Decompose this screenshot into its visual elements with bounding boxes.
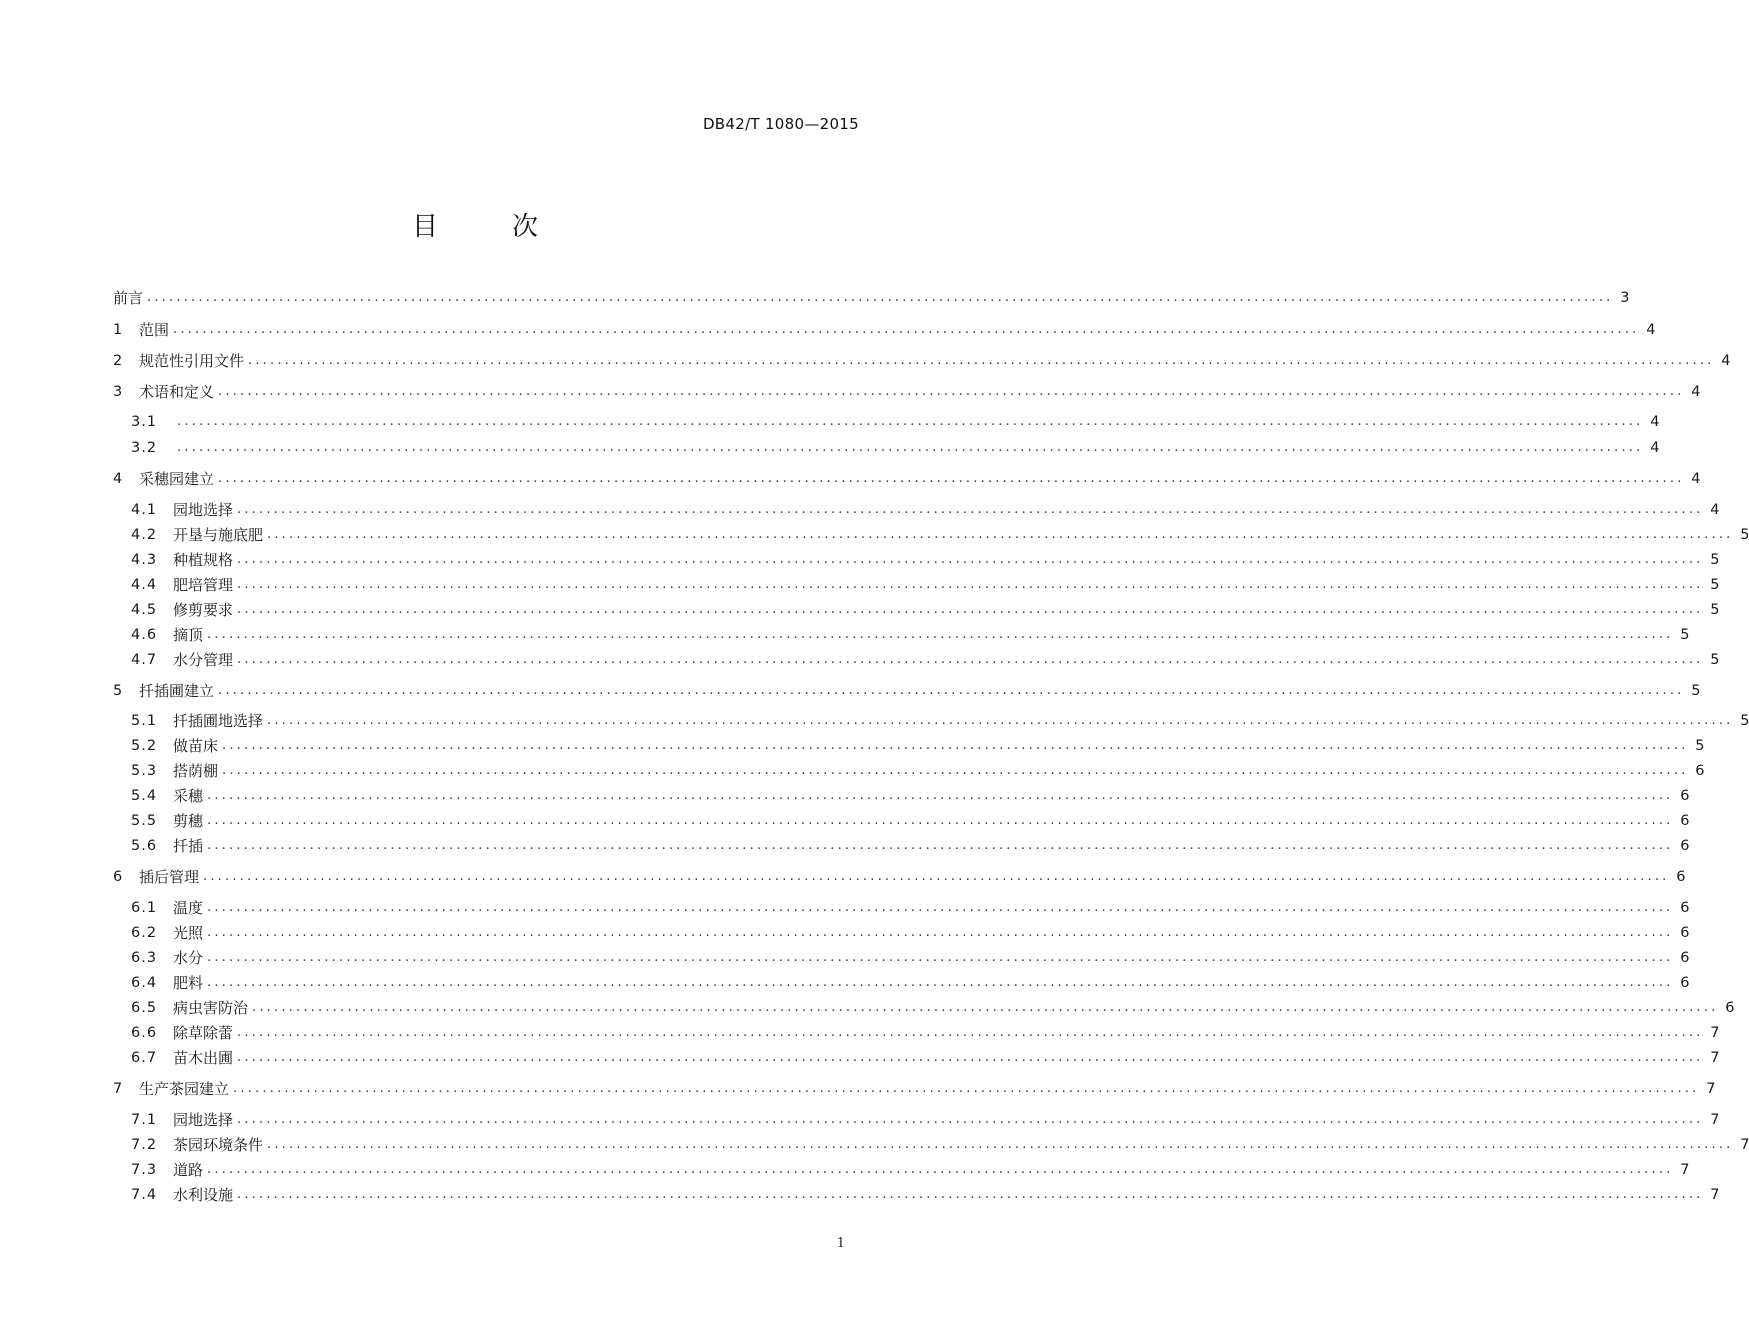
toc-entry-page: 6 xyxy=(1676,869,1686,885)
toc-entry-label: 病虫害防治 xyxy=(173,999,249,1017)
toc-entry-page: 6 xyxy=(1680,950,1690,966)
toc-leader-dots: ........................................................................................................................................................................................................ xyxy=(237,1025,1704,1040)
toc-entry-page: 4 xyxy=(1646,322,1656,338)
toc-entry[interactable] xyxy=(131,523,1749,545)
toc-leader-dots: ........................................................................................................................................................................................................ xyxy=(218,384,1685,399)
toc-entry-label: 做苗床 xyxy=(173,737,219,755)
toc-entry[interactable] xyxy=(131,759,1705,781)
toc-entry-page: 4 xyxy=(1710,502,1720,518)
toc-entry-page: 4 xyxy=(1650,440,1660,456)
toc-entry-label: 规范性引用文件 xyxy=(139,352,245,370)
toc-entry-label: 肥料 xyxy=(173,974,204,992)
toc-entry[interactable] xyxy=(131,1021,1720,1043)
toc-entry-page: 5 xyxy=(1740,527,1749,543)
toc-leader-dots: ........................................................................................................................................................................................................ xyxy=(218,683,1685,698)
toc-entry-page: 5 xyxy=(1680,627,1690,643)
toc-entry-number: 7.3 xyxy=(131,1162,158,1178)
toc-entry[interactable] xyxy=(131,548,1720,570)
toc-entry-label: 采穗园建立 xyxy=(139,470,215,488)
toc-leader-dots: ........................................................................................................................................................................................................ xyxy=(222,738,1689,753)
toc-entry-label: 开垦与施底肥 xyxy=(173,526,264,544)
toc-entry[interactable] xyxy=(131,1158,1690,1180)
toc-leader-dots: ........................................................................................................................................................................................................ xyxy=(207,813,1674,828)
toc-entry-number: 1 xyxy=(113,322,124,338)
toc-entry-number: 3.1 xyxy=(131,414,158,430)
toc-entry-number: 7.4 xyxy=(131,1187,158,1203)
toc-entry-label: 摘顶 xyxy=(173,626,204,644)
toc-entry[interactable] xyxy=(113,380,1701,402)
toc-entry[interactable] xyxy=(131,1108,1720,1130)
toc-entry[interactable] xyxy=(113,467,1701,489)
toc-entry-label: 水利设施 xyxy=(173,1186,234,1204)
toc-leader-dots: ........................................................................................................................................................................................................ xyxy=(207,950,1674,965)
toc-entry-label: 采穗 xyxy=(173,787,204,805)
toc-leader-dots: ........................................................................................................................................................................................................ xyxy=(237,602,1704,617)
toc-entry-label: 修剪要求 xyxy=(173,601,234,619)
toc-entry-page: 5 xyxy=(1710,652,1720,668)
toc-leader-dots: ........................................................................................................................................................................................................ xyxy=(237,577,1704,592)
toc-entry[interactable] xyxy=(113,318,1656,340)
toc-entry-number: 5.2 xyxy=(131,738,158,754)
toc-entry-label: 扦插圃建立 xyxy=(139,682,215,700)
toc-entry[interactable] xyxy=(131,573,1720,595)
toc-entry[interactable] xyxy=(131,623,1690,645)
toc-entry[interactable] xyxy=(131,498,1720,520)
toc-entry-number: 4.4 xyxy=(131,577,158,593)
toc-entry-label: 茶园环境条件 xyxy=(173,1136,264,1154)
toc-leader-dots: ........................................................................................................................................................................................................ xyxy=(248,353,1715,368)
toc-entry[interactable] xyxy=(131,1046,1720,1068)
toc-entry-label: 肥培管理 xyxy=(173,576,234,594)
toc-entry-number: 6.4 xyxy=(131,975,158,991)
toc-entry-number: 6.6 xyxy=(131,1025,158,1041)
toc-leader-dots: ........................................................................................................................................................................................................ xyxy=(207,1162,1674,1177)
toc-entry-label: 园地选择 xyxy=(173,1111,234,1129)
toc-entry[interactable] xyxy=(131,996,1735,1018)
toc-entry-number: 4.5 xyxy=(131,602,158,618)
toc-entry-page: 6 xyxy=(1680,838,1690,854)
toc-entry-page: 4 xyxy=(1650,414,1660,430)
toc-leader-dots: ........................................................................................................................................................................................................ xyxy=(203,869,1670,884)
toc-entry-number: 4.7 xyxy=(131,652,158,668)
toc-entry[interactable] xyxy=(131,1133,1749,1155)
toc-entry-page: 7 xyxy=(1706,1081,1716,1097)
toc-leader-dots: ........................................................................................................................................................................................................ xyxy=(252,1000,1719,1015)
page-number: 1 xyxy=(836,1236,845,1251)
toc-leader-dots: ........................................................................................................................................................................................................ xyxy=(207,838,1674,853)
toc-entry[interactable] xyxy=(131,834,1690,856)
toc-entry-label: 剪穗 xyxy=(173,812,204,830)
toc-entry-label: 扦插圃地选择 xyxy=(173,712,264,730)
toc-entry-page: 6 xyxy=(1725,1000,1735,1016)
toc-entry-number: 7.1 xyxy=(131,1112,158,1128)
toc-entry-page: 6 xyxy=(1680,813,1690,829)
toc-leader-dots: ........................................................................................................................................................................................................ xyxy=(237,552,1704,567)
toc-entry-page: 5 xyxy=(1710,552,1720,568)
page-title: 目 次 xyxy=(411,212,562,242)
toc-leader-dots: ........................................................................................................................................................................................................ xyxy=(207,788,1674,803)
toc-entry-number: 6 xyxy=(113,869,124,885)
toc-leader-dots: ........................................................................................................................................................................................................ xyxy=(237,502,1704,517)
toc-entry[interactable] xyxy=(131,410,1660,432)
toc-leader-dots: ........................................................................................................................................................................................................ xyxy=(267,713,1734,728)
toc-entry-number: 5 xyxy=(113,683,124,699)
toc-entry[interactable] xyxy=(113,865,1686,887)
toc-entry-number: 4 xyxy=(113,471,124,487)
toc-entry-page: 5 xyxy=(1710,577,1720,593)
toc-entry-page: 4 xyxy=(1721,353,1731,369)
toc-entry-number: 5.5 xyxy=(131,813,158,829)
toc-leader-dots: ........................................................................................................................................................................................................ xyxy=(207,627,1674,642)
toc-entry-page: 7 xyxy=(1710,1112,1720,1128)
toc-entry-page: 5 xyxy=(1710,602,1720,618)
toc-entry-page: 6 xyxy=(1695,763,1705,779)
toc-entry-page: 5 xyxy=(1691,683,1701,699)
toc-entry[interactable] xyxy=(131,598,1720,620)
standard-code: DB42/T 1080—2015 xyxy=(702,115,859,133)
toc-leader-dots: ........................................................................................................................................................................................................ xyxy=(207,925,1674,940)
toc-entry-label: 术语和定义 xyxy=(139,383,215,401)
toc-leader-dots: ........................................................................................................................................................................................................ xyxy=(177,440,1644,455)
toc-entry-number: 5.6 xyxy=(131,838,158,854)
toc-entry-page: 4 xyxy=(1691,384,1701,400)
toc-leader-dots: ........................................................................................................................................................................................................ xyxy=(207,975,1674,990)
toc-entry-page: 7 xyxy=(1710,1050,1720,1066)
toc-entry-label: 种植规格 xyxy=(173,551,234,569)
toc-entry-number: 3 xyxy=(113,384,124,400)
toc-leader-dots: ........................................................................................................................................................................................................ xyxy=(267,1137,1734,1152)
toc-entry[interactable] xyxy=(131,921,1690,943)
toc-entry-page: 7 xyxy=(1680,1162,1690,1178)
toc-entry[interactable] xyxy=(131,734,1705,756)
toc-leader-dots: ........................................................................................................................................................................................................ xyxy=(147,290,1614,305)
toc-entry-label: 搭荫棚 xyxy=(173,762,219,780)
toc-entry-page: 6 xyxy=(1680,975,1690,991)
toc-entry-number: 6.7 xyxy=(131,1050,158,1066)
toc-entry-label: 除草除蕾 xyxy=(173,1024,234,1042)
toc-leader-dots: ........................................................................................................................................................................................................ xyxy=(267,527,1734,542)
toc-entry-page: 6 xyxy=(1680,925,1690,941)
toc-entry-number: 2 xyxy=(113,353,124,369)
toc-entry-page: 3 xyxy=(1620,290,1630,306)
toc-leader-dots: ........................................................................................................................................................................................................ xyxy=(173,322,1640,337)
toc-entry-label: 水分 xyxy=(173,949,204,967)
toc-entry-label: 光照 xyxy=(173,924,204,942)
toc-leader-dots: ........................................................................................................................................................................................................ xyxy=(177,414,1644,429)
toc-entry-number: 4.3 xyxy=(131,552,158,568)
toc-entry-number: 6.2 xyxy=(131,925,158,941)
toc-entry-number: 4.6 xyxy=(131,627,158,643)
toc-entry-number: 6.3 xyxy=(131,950,158,966)
toc-entry-number: 5.3 xyxy=(131,763,158,779)
toc-entry-label: 生产茶园建立 xyxy=(139,1080,230,1098)
toc-entry-number: 7 xyxy=(113,1081,124,1097)
toc-entry-label: 扦插 xyxy=(173,837,204,855)
toc-entry[interactable] xyxy=(131,436,1660,458)
toc-entry-page: 6 xyxy=(1680,900,1690,916)
toc-entry-number: 3.2 xyxy=(131,440,158,456)
toc-leader-dots: ........................................................................................................................................................................................................ xyxy=(222,763,1689,778)
toc-entry[interactable] xyxy=(131,709,1749,731)
toc-entry-page: 6 xyxy=(1680,788,1690,804)
toc-entry-label: 苗木出圃 xyxy=(173,1049,234,1067)
toc-entry-number: 7.2 xyxy=(131,1137,158,1153)
toc-entry-label: 温度 xyxy=(173,899,204,917)
toc-entry-number: 5.1 xyxy=(131,713,158,729)
toc-entry-label: 园地选择 xyxy=(173,501,234,519)
toc-entry-page: 7 xyxy=(1740,1137,1749,1153)
toc-entry[interactable] xyxy=(131,896,1690,918)
toc-leader-dots: ........................................................................................................................................................................................................ xyxy=(218,471,1685,486)
toc-entry[interactable] xyxy=(113,1077,1716,1099)
toc-entry-label: 插后管理 xyxy=(139,868,200,886)
toc-leader-dots: ........................................................................................................................................................................................................ xyxy=(237,652,1704,667)
toc-leader-dots: ........................................................................................................................................................................................................ xyxy=(237,1187,1704,1202)
toc-entry[interactable] xyxy=(131,648,1720,670)
toc-entry[interactable] xyxy=(131,784,1690,806)
toc-entry[interactable] xyxy=(113,286,1630,308)
toc-leader-dots: ........................................................................................................................................................................................................ xyxy=(233,1081,1700,1096)
toc-entry-page: 5 xyxy=(1695,738,1705,754)
toc-leader-dots: ........................................................................................................................................................................................................ xyxy=(237,1112,1704,1127)
toc-entry[interactable] xyxy=(113,349,1731,371)
toc-entry-label: 前言 xyxy=(113,289,144,307)
toc-entry-number: 5.4 xyxy=(131,788,158,804)
toc-entry-number: 4.1 xyxy=(131,502,158,518)
toc-entry[interactable] xyxy=(131,809,1690,831)
toc-entry-label: 水分管理 xyxy=(173,651,234,669)
toc-entry-page: 7 xyxy=(1710,1025,1720,1041)
toc-entry-label: 道路 xyxy=(173,1161,204,1179)
toc-entry-number: 6.5 xyxy=(131,1000,158,1016)
toc-entry-number: 4.2 xyxy=(131,527,158,543)
toc-leader-dots: ........................................................................................................................................................................................................ xyxy=(207,900,1674,915)
toc-entry[interactable] xyxy=(131,971,1690,993)
toc-entry[interactable] xyxy=(113,679,1701,701)
toc-entry[interactable] xyxy=(131,946,1690,968)
toc-entry-page: 7 xyxy=(1710,1187,1720,1203)
toc-entry[interactable] xyxy=(131,1183,1720,1205)
toc-leader-dots: ........................................................................................................................................................................................................ xyxy=(237,1050,1704,1065)
toc-entry-page: 4 xyxy=(1691,471,1701,487)
toc-entry-page: 5 xyxy=(1740,713,1749,729)
toc-entry-label: 范围 xyxy=(139,321,170,339)
toc-entry-number: 6.1 xyxy=(131,900,158,916)
